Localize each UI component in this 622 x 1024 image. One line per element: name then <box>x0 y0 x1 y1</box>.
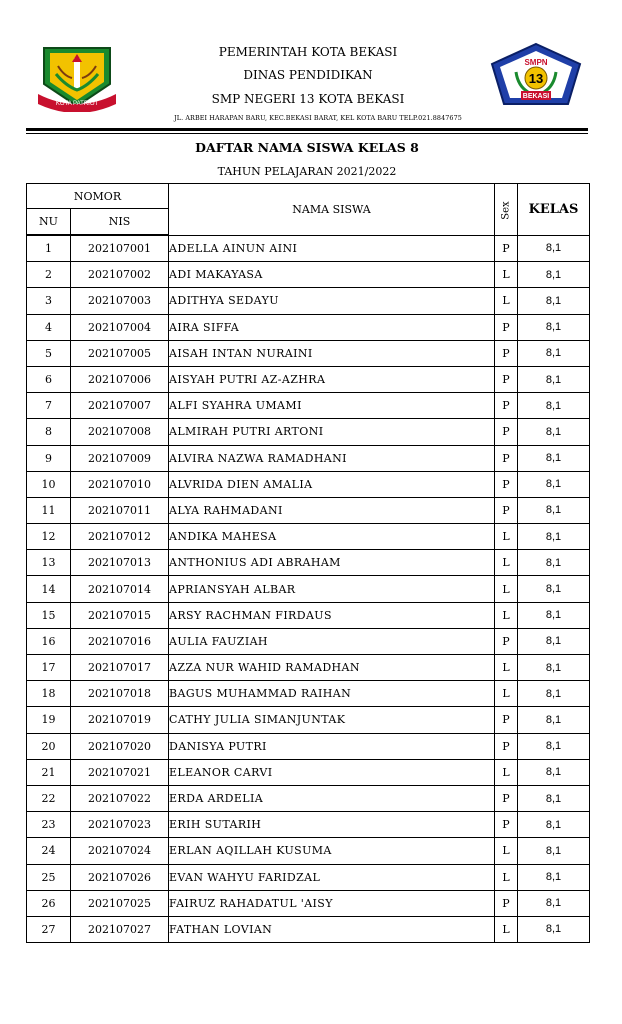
student-name: AULIA FAUZIAH <box>169 628 495 654</box>
table-row <box>27 393 590 419</box>
class-cell: 8,1 <box>518 419 590 445</box>
row-number: 22 <box>27 785 71 811</box>
student-name: ERDA ARDELIA <box>169 785 495 811</box>
nis-cell: 202107019 <box>71 707 169 733</box>
nis-cell: 202107020 <box>71 733 169 759</box>
sex-cell: L <box>495 681 518 707</box>
nis-cell: 202107005 <box>71 340 169 366</box>
nis-cell: 202107009 <box>71 445 169 471</box>
sex-cell: P <box>495 890 518 916</box>
class-cell: 8,1 <box>518 681 590 707</box>
student-name: ERLAN AQILLAH KUSUMA <box>169 838 495 864</box>
class-cell: 8,1 <box>518 288 590 314</box>
table-row <box>27 471 590 497</box>
student-name: FATHAN LOVIAN <box>169 916 495 942</box>
student-name: ELEANOR CARVI <box>169 759 495 785</box>
student-name: ALVIRA NAZWA RAMADHANI <box>169 445 495 471</box>
table-row <box>27 262 590 288</box>
class-cell: 8,1 <box>518 524 590 550</box>
row-number: 24 <box>27 838 71 864</box>
table-row <box>27 340 590 366</box>
class-cell: 8,1 <box>518 890 590 916</box>
row-number: 3 <box>27 288 71 314</box>
row-number: 23 <box>27 812 71 838</box>
table-row <box>27 314 590 340</box>
class-cell: 8,1 <box>518 314 590 340</box>
sex-cell: P <box>495 471 518 497</box>
row-number: 21 <box>27 759 71 785</box>
sex-cell: L <box>495 759 518 785</box>
table-row <box>27 733 590 759</box>
sex-cell: L <box>495 838 518 864</box>
table-row <box>27 681 590 707</box>
class-cell: 8,1 <box>518 576 590 602</box>
student-name: EVAN WAHYU FARIDZAL <box>169 864 495 890</box>
logo-smpn-text: SMPN <box>524 58 548 67</box>
student-name: APRIANSYAH ALBAR <box>169 576 495 602</box>
table-row <box>27 550 590 576</box>
table-row <box>27 419 590 445</box>
row-number: 5 <box>27 340 71 366</box>
nama-header: NAMA SISWA <box>169 184 495 236</box>
student-name: ADELLA AINUN AINI <box>169 235 495 262</box>
nis-cell: 202107011 <box>71 497 169 523</box>
school-address: JL. ARBEI HARAPAN BARU, KEC.BEKASI BARAT, KEL KOTA BARU TELP.021.8847675 <box>174 114 462 122</box>
student-name: AISYAH PUTRI AZ-AZHRA <box>169 366 495 392</box>
class-cell: 8,1 <box>518 550 590 576</box>
student-name: ARSY RACHMAN FIRDAUS <box>169 602 495 628</box>
class-cell: 8,1 <box>518 812 590 838</box>
class-cell: 8,1 <box>518 445 590 471</box>
nis-cell: 202107013 <box>71 550 169 576</box>
sex-cell: P <box>495 419 518 445</box>
class-cell: 8,1 <box>518 235 590 262</box>
academic-year: TAHUN PELAJARAN 2021/2022 <box>217 165 397 178</box>
class-cell: 8,1 <box>518 864 590 890</box>
row-number: 18 <box>27 681 71 707</box>
nis-cell: 202107027 <box>71 916 169 942</box>
nis-cell: 202107023 <box>71 812 169 838</box>
logo-ribbon-text: KOTA PATRIOT <box>55 101 99 107</box>
sex-cell: L <box>495 916 518 942</box>
student-name: ALVRIDA DIEN AMALIA <box>169 471 495 497</box>
table-row <box>27 707 590 733</box>
class-cell: 8,1 <box>518 393 590 419</box>
row-number: 6 <box>27 366 71 392</box>
class-cell: 8,1 <box>518 497 590 523</box>
kota-bekasi-logo <box>36 44 118 112</box>
logo-city-text: BEKASI <box>522 93 550 100</box>
nis-cell: 202107025 <box>71 890 169 916</box>
header-line-1: PEMERINTAH KOTA BEKASI <box>218 45 398 59</box>
sex-cell: P <box>495 314 518 340</box>
row-number: 20 <box>27 733 71 759</box>
student-name: AISAH INTAN NURAINI <box>169 340 495 366</box>
logo-number-text: 13 <box>528 71 544 86</box>
class-cell: 8,1 <box>518 733 590 759</box>
student-name: CATHY JULIA SIMANJUNTAK <box>169 707 495 733</box>
table-row <box>27 524 590 550</box>
sex-cell: P <box>495 235 518 262</box>
nis-cell: 202107024 <box>71 838 169 864</box>
nis-cell: 202107026 <box>71 864 169 890</box>
class-cell: 8,1 <box>518 759 590 785</box>
class-cell: 8,1 <box>518 785 590 811</box>
row-number: 4 <box>27 314 71 340</box>
table-row <box>27 288 590 314</box>
student-name: ADITHYA SEDAYU <box>169 288 495 314</box>
row-number: 9 <box>27 445 71 471</box>
nis-cell: 202107002 <box>71 262 169 288</box>
student-name: ADI MAKAYASA <box>169 262 495 288</box>
document-title: DAFTAR NAMA SISWA KELAS 8 <box>195 140 419 155</box>
nis-cell: 202107006 <box>71 366 169 392</box>
table-row <box>27 890 590 916</box>
table-row <box>27 497 590 523</box>
sex-cell: L <box>495 288 518 314</box>
student-name: ALMIRAH PUTRI ARTONI <box>169 419 495 445</box>
row-number: 7 <box>27 393 71 419</box>
class-cell: 8,1 <box>518 655 590 681</box>
nis-cell: 202107010 <box>71 471 169 497</box>
row-number: 19 <box>27 707 71 733</box>
sex-header: Sex <box>495 184 518 236</box>
class-cell: 8,1 <box>518 340 590 366</box>
table-row <box>27 445 590 471</box>
class-cell: 8,1 <box>518 707 590 733</box>
student-name: ANTHONIUS ADI ABRAHAM <box>169 550 495 576</box>
class-cell: 8,1 <box>518 838 590 864</box>
kelas-header: KELAS <box>518 184 590 236</box>
student-name: AIRA SIFFA <box>169 314 495 340</box>
nis-cell: 202107021 <box>71 759 169 785</box>
sex-cell: L <box>495 602 518 628</box>
table-row <box>27 655 590 681</box>
nis-cell: 202107014 <box>71 576 169 602</box>
row-number: 16 <box>27 628 71 654</box>
nis-cell: 202107022 <box>71 785 169 811</box>
sex-cell: P <box>495 628 518 654</box>
student-name: AZZA NUR WAHID RAMADHAN <box>169 655 495 681</box>
row-number: 8 <box>27 419 71 445</box>
sex-cell: L <box>495 524 518 550</box>
table-row <box>27 785 590 811</box>
sex-cell: L <box>495 262 518 288</box>
row-number: 11 <box>27 497 71 523</box>
class-cell: 8,1 <box>518 628 590 654</box>
row-number: 17 <box>27 655 71 681</box>
student-name: ERIH SUTARIH <box>169 812 495 838</box>
student-name: ANDIKA MAHESA <box>169 524 495 550</box>
student-name: FAIRUZ RAHADATUL 'AISY <box>169 890 495 916</box>
sex-cell: L <box>495 864 518 890</box>
row-number: 2 <box>27 262 71 288</box>
table-row <box>27 235 590 262</box>
nis-cell: 202107017 <box>71 655 169 681</box>
header-rule-thin <box>26 133 588 134</box>
row-number: 1 <box>27 235 71 262</box>
sex-cell: L <box>495 550 518 576</box>
sex-cell: P <box>495 497 518 523</box>
row-number: 15 <box>27 602 71 628</box>
row-number: 25 <box>27 864 71 890</box>
sex-cell: P <box>495 733 518 759</box>
student-name: DANISYA PUTRI <box>169 733 495 759</box>
header-line-2: DINAS PENDIDIKAN <box>243 68 373 82</box>
table-row <box>27 916 590 942</box>
row-number: 13 <box>27 550 71 576</box>
row-number: 27 <box>27 916 71 942</box>
nomor-header: NOMOR <box>27 184 169 209</box>
student-name: ALYA RAHMADANI <box>169 497 495 523</box>
nis-cell: 202107012 <box>71 524 169 550</box>
nis-cell: 202107003 <box>71 288 169 314</box>
student-table <box>26 183 590 943</box>
nis-cell: 202107004 <box>71 314 169 340</box>
row-number: 12 <box>27 524 71 550</box>
class-cell: 8,1 <box>518 471 590 497</box>
row-number: 26 <box>27 890 71 916</box>
sex-cell: P <box>495 393 518 419</box>
sex-cell: P <box>495 707 518 733</box>
nis-header: NIS <box>71 209 169 236</box>
sex-cell: P <box>495 812 518 838</box>
header-rule-thick <box>26 128 588 131</box>
student-name: ALFI SYAHRA UMAMI <box>169 393 495 419</box>
class-cell: 8,1 <box>518 366 590 392</box>
class-cell: 8,1 <box>518 916 590 942</box>
table-row <box>27 576 590 602</box>
row-number: 14 <box>27 576 71 602</box>
sex-cell: L <box>495 576 518 602</box>
sex-cell: P <box>495 785 518 811</box>
header-line-3: SMP NEGERI 13 KOTA BEKASI <box>211 92 405 106</box>
nu-header: NU <box>27 209 71 236</box>
table-row <box>27 864 590 890</box>
nis-cell: 202107001 <box>71 235 169 262</box>
table-row <box>27 812 590 838</box>
student-name: BAGUS MUHAMMAD RAIHAN <box>169 681 495 707</box>
nis-cell: 202107007 <box>71 393 169 419</box>
table-row <box>27 838 590 864</box>
smpn13-logo <box>488 42 584 108</box>
row-number: 10 <box>27 471 71 497</box>
sex-cell: P <box>495 340 518 366</box>
sex-cell: P <box>495 366 518 392</box>
sex-cell: P <box>495 445 518 471</box>
nis-cell: 202107016 <box>71 628 169 654</box>
sex-cell: L <box>495 655 518 681</box>
nis-cell: 202107008 <box>71 419 169 445</box>
class-cell: 8,1 <box>518 262 590 288</box>
nis-cell: 202107018 <box>71 681 169 707</box>
table-row <box>27 628 590 654</box>
table-row <box>27 602 590 628</box>
nis-cell: 202107015 <box>71 602 169 628</box>
table-row <box>27 759 590 785</box>
class-cell: 8,1 <box>518 602 590 628</box>
table-row <box>27 366 590 392</box>
